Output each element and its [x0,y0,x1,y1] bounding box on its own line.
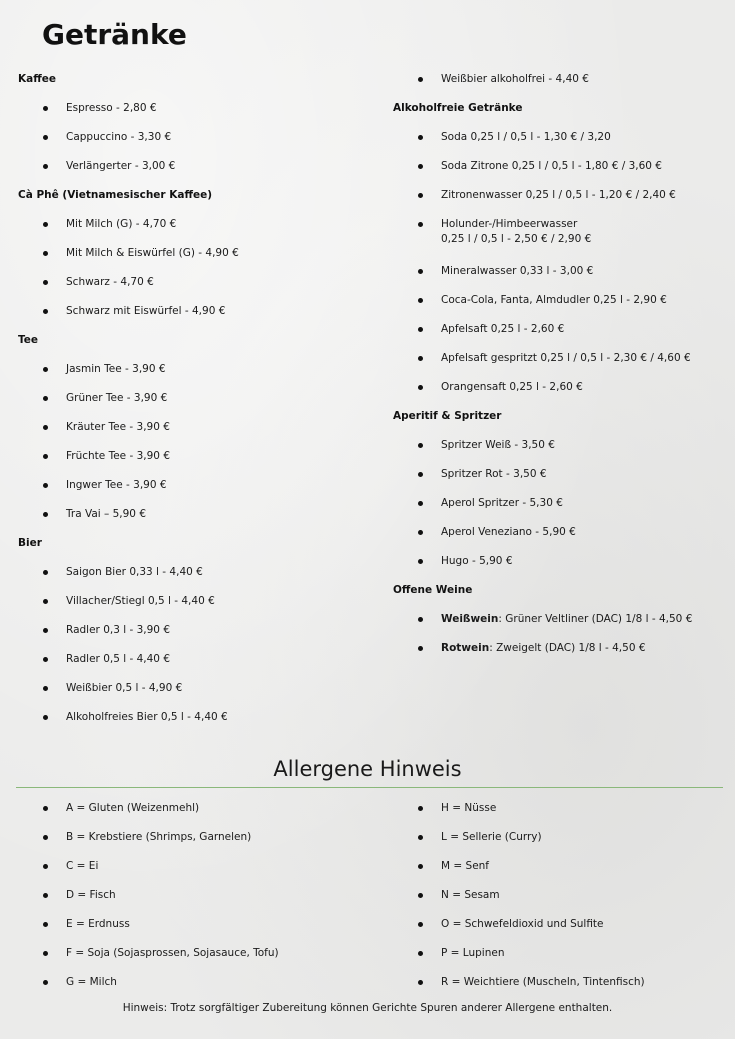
allergen-note: Hinweis: Trotz sorgfältiger Zubereitung können Gerichte Spuren anderer Allergene enthalten. [122,1002,613,1014]
section-heading-bier: Bier [18,537,42,549]
list-item: D = Fisch [18,884,378,913]
wine-label-rot: Rotwein [441,642,490,654]
list-item: Schwarz mit Eiswürfel - 4,90 € [18,300,378,329]
alkoholfrei-list [393,126,723,405]
list-item: Früchte Tee - 3,90 € [18,445,378,474]
list-item: Soda Zitrone 0,25 l / 0,5 l - 1,80 € / 3,60 € [393,155,723,184]
section-heading-tee: Tee [18,334,39,346]
list-item: Aperol Veneziano - 5,90 € [393,521,723,550]
list-item: Tra Vai – 5,90 € [18,503,378,532]
list-item: Radler 0,5 l - 4,40 € [18,648,378,677]
section-heading-aperitif: Aperitif & Spritzer [393,410,502,422]
list-item: Verlängerter - 3,00 € [18,155,378,184]
list-item: Villacher/Stiegl 0,5 l - 4,40 € [18,590,378,619]
list-item: Cappuccino - 3,30 € [18,126,378,155]
allergen-section-title: Allergene Hinweis [273,757,462,781]
list-item: Aperol Spritzer - 5,30 € [393,492,723,521]
weine-list [393,608,723,666]
section-heading-alkoholfrei: Alkoholfreie Getränke [393,102,523,114]
wine-text-rot: : Zweigelt (DAC) 1/8 l - 4,50 € [489,642,646,654]
list-item [393,608,723,637]
aperitif-list [393,434,723,579]
caphe-list [18,213,378,329]
list-item: Radler 0,3 l - 3,90 € [18,619,378,648]
list-item: Weißbier alkoholfrei - 4,40 € [393,68,723,97]
allergen-list-right [393,797,723,1000]
list-item: M = Senf [393,855,723,884]
list-item [393,637,723,666]
list-item: Kräuter Tee - 3,90 € [18,416,378,445]
allergen-list-left [18,797,378,1000]
list-item: Soda 0,25 l / 0,5 l - 1,30 € / 3,20 [393,126,723,155]
bier-list [18,561,378,735]
list-item: Mineralwasser 0,33 l - 3,00 € [393,260,723,289]
list-item: Schwarz - 4,70 € [18,271,378,300]
list-item: Ingwer Tee - 3,90 € [18,474,378,503]
list-item: E = Erdnuss [18,913,378,942]
list-item: A = Gluten (Weizenmehl) [18,797,378,826]
list-item: P = Lupinen [393,942,723,971]
list-item: N = Sesam [393,884,723,913]
section-heading-kaffee: Kaffee [18,73,56,85]
list-item: Zitronenwasser 0,25 l / 0,5 l - 1,20 € / 2,40 € [393,184,723,213]
list-item: Apfelsaft 0,25 l - 2,60 € [393,318,723,347]
list-item: Weißbier 0,5 l - 4,90 € [18,677,378,706]
drinks-left-column [18,68,378,735]
list-item: Orangensaft 0,25 l - 2,60 € [393,376,723,405]
list-item: C = Ei [18,855,378,884]
list-item: Spritzer Rot - 3,50 € [393,463,723,492]
item-line: Holunder-/Himbeerwasser [441,218,578,230]
wine-label-weiss: Weißwein [441,613,499,625]
tee-list [18,358,378,532]
section-heading-weine: Offene Weine [393,584,473,596]
list-item: G = Milch [18,971,378,1000]
divider [16,787,723,788]
kaffee-list [18,97,378,184]
list-item: Apfelsaft gespritzt 0,25 l / 0,5 l - 2,30 € / 4,60 € [393,347,723,376]
list-item: B = Krebstiere (Shrimps, Garnelen) [18,826,378,855]
wine-text-weiss: : Grüner Veltliner (DAC) 1/8 l - 4,50 € [498,613,693,625]
list-item: Grüner Tee - 3,90 € [18,387,378,416]
section-heading-caphe: Cà Phê (Vietnamesischer Kaffee) [18,189,213,201]
list-item: Mit Milch & Eiswürfel (G) - 4,90 € [18,242,378,271]
list-item: F = Soja (Sojasprossen, Sojasauce, Tofu) [18,942,378,971]
allergen-left-column [18,797,378,1000]
bier-continued-list [393,68,723,97]
page-title: Getränke [42,18,187,51]
list-item [393,213,723,260]
item-line: 0,25 l / 0,5 l - 2,50 € / 2,90 € [441,233,592,245]
list-item: Hugo - 5,90 € [393,550,723,579]
list-item: Coca-Cola, Fanta, Almdudler 0,25 l - 2,90 € [393,289,723,318]
list-item: L = Sellerie (Curry) [393,826,723,855]
list-item: O = Schwefeldioxid und Sulfite [393,913,723,942]
list-item: R = Weichtiere (Muscheln, Tintenfisch) [393,971,723,1000]
drinks-right-column [393,68,723,666]
list-item: Mit Milch (G) - 4,70 € [18,213,378,242]
list-item: Alkoholfreies Bier 0,5 l - 4,40 € [18,706,378,735]
list-item: Espresso - 2,80 € [18,97,378,126]
allergen-right-column [393,797,723,1000]
list-item: Saigon Bier 0,33 l - 4,40 € [18,561,378,590]
list-item: H = Nüsse [393,797,723,826]
list-item: Jasmin Tee - 3,90 € [18,358,378,387]
list-item: Spritzer Weiß - 3,50 € [393,434,723,463]
